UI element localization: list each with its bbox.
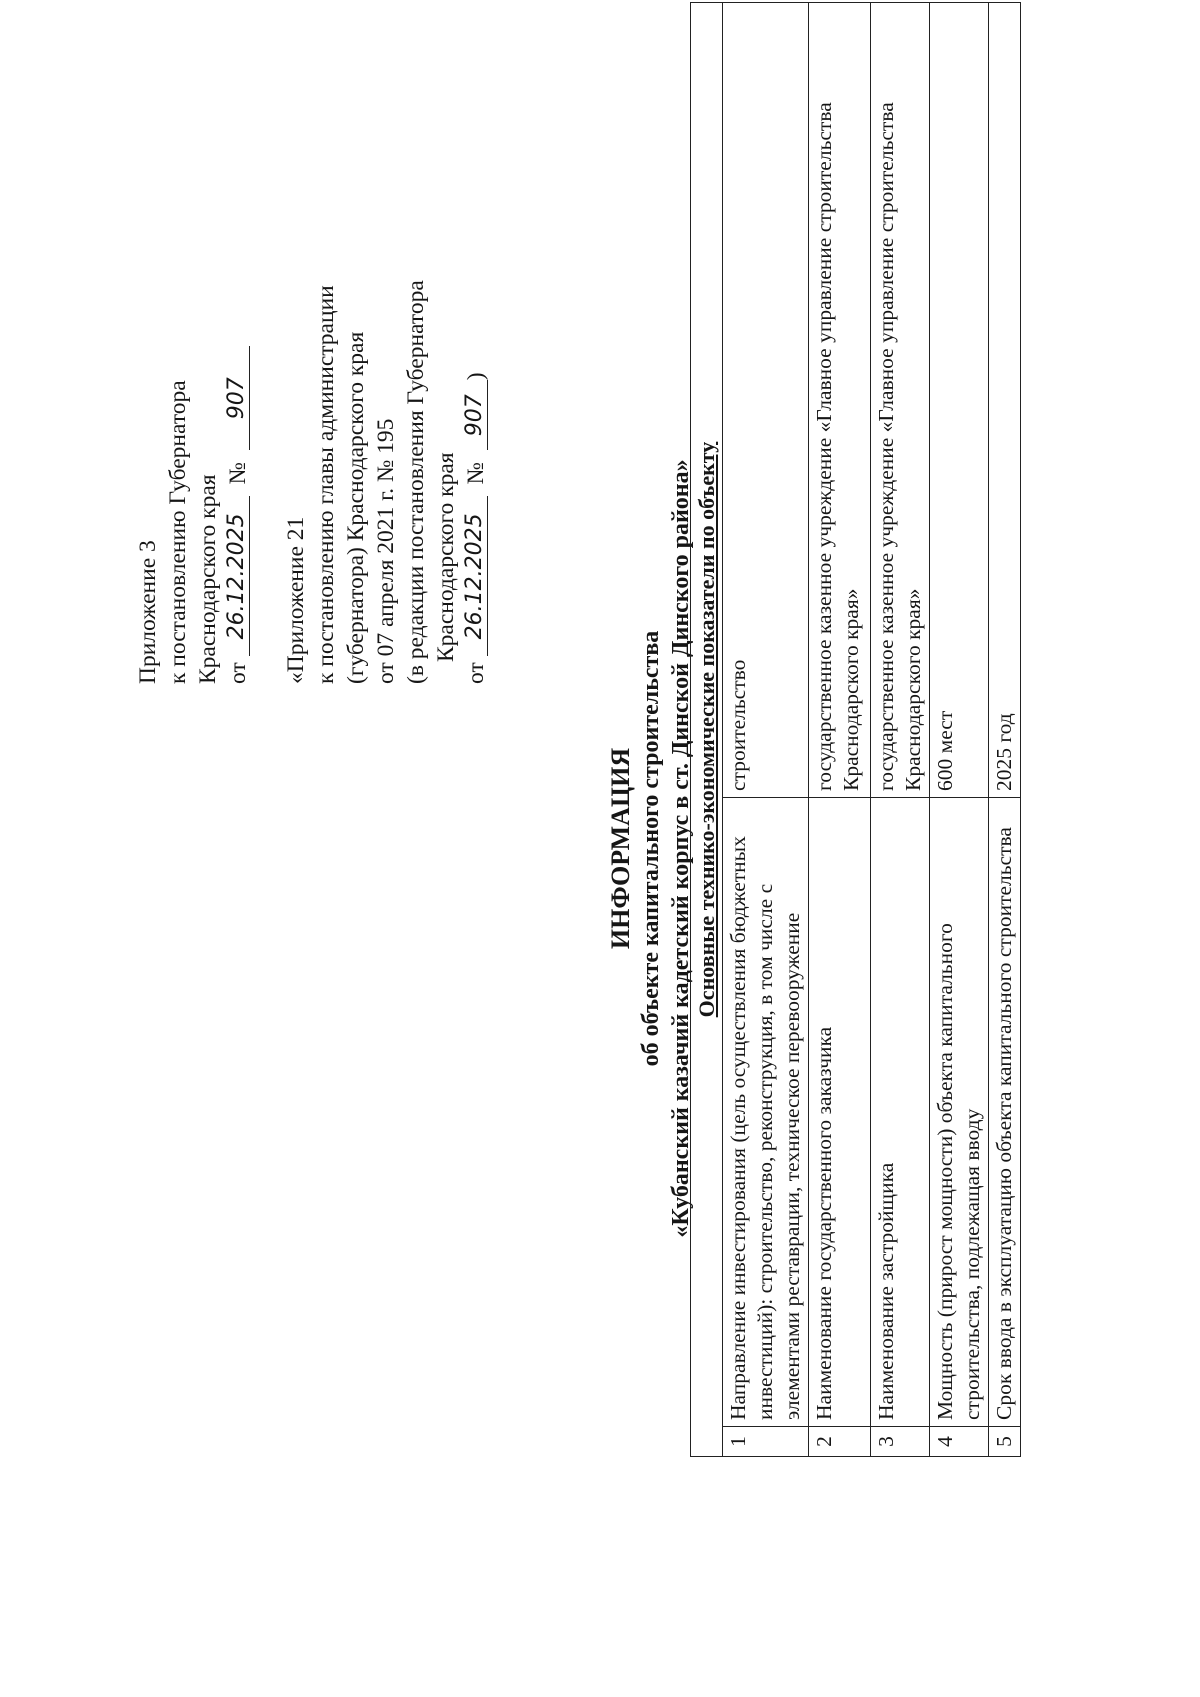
row-number: 2 (809, 1427, 871, 1457)
row-label: Срок ввода в эксплуатацию объекта капитального строительства (989, 798, 1021, 1427)
handwritten-date: 26.12.2025 (463, 496, 488, 656)
row-label: Направление инвестирования (цель осуществления бюджетных инвестиций): строительство, реконструкция, в том числе с элементами реставрации, техническое перевооружение (723, 798, 809, 1427)
row-label: Мощность (прирост мощности) объекта капитального строительства, подлежащая вводу (930, 798, 989, 1427)
row-label: Наименование государственного заказчика (809, 798, 871, 1427)
row-value: 600 мест (930, 2, 989, 797)
row-value: 2025 год (989, 2, 1021, 797)
row-number: 1 (723, 1427, 809, 1457)
row-number: 4 (930, 1427, 989, 1457)
row-value: строительство (723, 2, 809, 797)
table-row (989, 2, 1021, 1456)
handwritten-number: 907 (225, 346, 250, 450)
table-header-row (691, 2, 723, 1456)
appendix-date-line (223, 44, 253, 684)
title-sub: об объекте капитального строительства (638, 630, 664, 1067)
row-number: 3 (871, 1427, 930, 1457)
table-row (871, 2, 930, 1456)
row-number: 5 (989, 1427, 1021, 1457)
amendment-line-3: (губернатора) Краснодарского края (343, 331, 369, 684)
amendment-line-5: (в редакции постановления Губернатора (403, 280, 429, 684)
amendment-line-4: от 07 апреля 2021 г. № 195 (373, 418, 399, 684)
amendment-date-line (461, 44, 491, 684)
amendment-title: «Приложение 21 (283, 516, 309, 684)
row-value: государственное казенное учреждение «Главное управление строительства Краснодарского края» (871, 2, 930, 797)
table-header: Основные технико-экономические показатели по объекту (691, 2, 723, 1456)
indicators-table (690, 2, 1021, 1457)
closing-parenthesis: ) (463, 372, 489, 381)
table-row (809, 2, 871, 1456)
title-object: «Кубанский казачий кадетский корпус в ст. Динской Динского района» (668, 459, 694, 1238)
title-main: ИНФОРМАЦИЯ (606, 747, 635, 950)
handwritten-date: 26.12.2025 (225, 496, 250, 656)
document-title (606, 0, 696, 1697)
from-label: от (225, 662, 251, 684)
appendix-line-2: к постановлению Губернатора (165, 380, 191, 684)
appendix-header (133, 44, 491, 684)
number-label: № (463, 462, 489, 485)
appendix-line-3: Краснодарского края (195, 474, 221, 684)
row-label: Наименование застройщика (871, 798, 930, 1427)
number-label: № (225, 462, 251, 485)
appendix-title: Приложение 3 (135, 540, 161, 684)
amendment-line-2: к постановлению главы администрации (313, 285, 339, 684)
table-row (930, 2, 989, 1456)
amendment-line-6: Краснодарского края (433, 452, 459, 662)
row-value: государственное казенное учреждение «Главное управление строительства Краснодарского края» (809, 2, 871, 797)
from-label: от (463, 662, 489, 684)
handwritten-number: 907 (463, 380, 488, 450)
table-row (723, 2, 809, 1456)
